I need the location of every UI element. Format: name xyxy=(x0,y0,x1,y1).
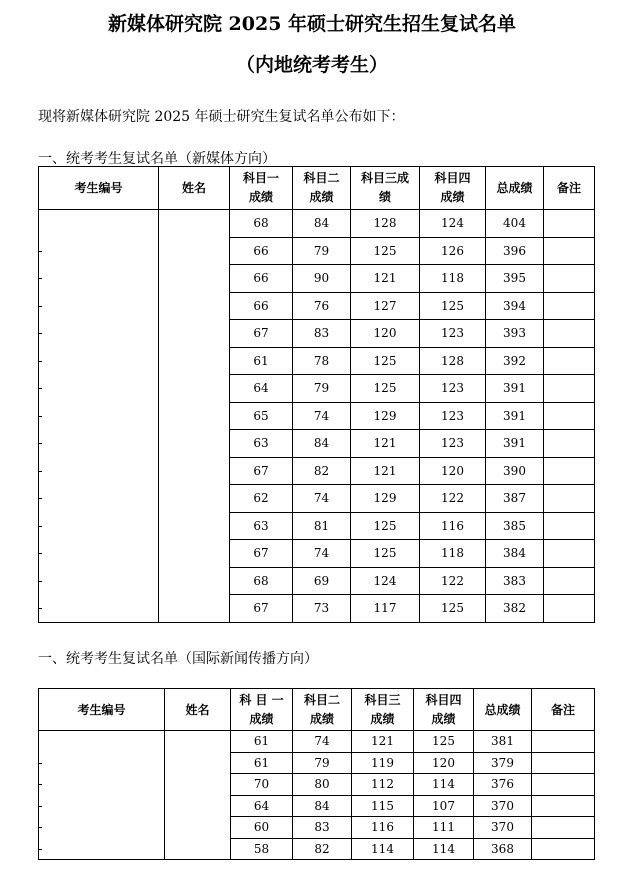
cell-s4: 107 xyxy=(414,795,474,817)
table-row xyxy=(39,210,595,238)
cell-s4: 123 xyxy=(420,320,486,348)
cell-s3: 119 xyxy=(352,752,414,774)
cell-id xyxy=(39,237,159,265)
cell-total: 370 xyxy=(474,795,532,817)
header-subject-3-line-2: 绩 xyxy=(378,190,391,204)
row-tick xyxy=(39,581,42,582)
cell-s4: 120 xyxy=(414,752,474,774)
cell-note xyxy=(532,795,595,817)
cell-s3: 125 xyxy=(351,540,420,568)
cell-id xyxy=(39,795,165,817)
cell-s4: 125 xyxy=(420,595,486,623)
table-row xyxy=(39,402,595,430)
cell-name xyxy=(165,817,231,839)
cell-total: 387 xyxy=(486,485,544,513)
cell-s1: 62 xyxy=(230,485,293,513)
cell-s3: 114 xyxy=(352,838,414,860)
cell-id xyxy=(39,567,159,595)
table-row xyxy=(39,237,595,265)
header-note: 备注 xyxy=(532,689,595,731)
table-row xyxy=(39,838,595,860)
header-subject-2-line-1: 科目二 xyxy=(303,171,340,185)
cell-note xyxy=(532,774,595,796)
cell-total: 391 xyxy=(486,402,544,430)
cell-s1: 65 xyxy=(230,402,293,430)
table-row xyxy=(39,320,595,348)
cell-id xyxy=(39,838,165,860)
cell-s4: 128 xyxy=(420,347,486,375)
header-subject-1-line-2: 成绩 xyxy=(249,711,274,726)
cell-id xyxy=(39,752,165,774)
header-subject-4-line-2: 成绩 xyxy=(440,190,465,204)
table-row xyxy=(39,595,595,623)
cell-s2: 84 xyxy=(293,795,352,817)
cell-note xyxy=(532,731,595,753)
header-subject-2 xyxy=(293,167,351,210)
cell-s2: 79 xyxy=(293,375,351,403)
cell-s3: 121 xyxy=(351,265,420,293)
row-tick xyxy=(39,388,42,389)
cell-name xyxy=(159,457,230,485)
cell-total: 404 xyxy=(486,210,544,238)
row-tick xyxy=(39,806,42,807)
cell-name xyxy=(159,512,230,540)
table-row xyxy=(39,567,595,595)
cell-s2: 76 xyxy=(293,292,351,320)
cell-s1: 68 xyxy=(230,567,293,595)
cell-s2: 84 xyxy=(293,430,351,458)
table-row xyxy=(39,430,595,458)
header-name: 姓名 xyxy=(165,689,231,731)
cell-total: 376 xyxy=(474,774,532,796)
cell-s4: 114 xyxy=(414,838,474,860)
cell-note xyxy=(544,292,595,320)
table-row xyxy=(39,752,595,774)
cell-name xyxy=(159,567,230,595)
cell-s3: 121 xyxy=(352,731,414,753)
header-subject-1-line-1: 科目一 xyxy=(242,171,279,185)
cell-s4: 116 xyxy=(420,512,486,540)
header-subject-3 xyxy=(351,167,420,210)
cell-name xyxy=(165,838,231,860)
cell-s1: 63 xyxy=(230,512,293,540)
row-tick xyxy=(39,306,42,307)
header-subject-4 xyxy=(414,689,474,731)
cell-note xyxy=(544,512,595,540)
cell-name xyxy=(159,375,230,403)
cell-note xyxy=(544,540,595,568)
cell-s3: 116 xyxy=(352,817,414,839)
row-tick xyxy=(39,333,42,334)
cell-name xyxy=(165,774,231,796)
cell-s2: 82 xyxy=(293,838,352,860)
row-tick xyxy=(39,526,42,527)
cell-name xyxy=(159,595,230,623)
cell-id xyxy=(39,540,159,568)
cell-name xyxy=(165,752,231,774)
cell-note xyxy=(544,430,595,458)
cell-note xyxy=(544,485,595,513)
cell-s2: 74 xyxy=(293,540,351,568)
cell-note xyxy=(544,210,595,238)
cell-name xyxy=(165,731,231,753)
row-tick xyxy=(39,784,42,785)
cell-s1: 64 xyxy=(230,375,293,403)
cell-name xyxy=(159,402,230,430)
cell-s4: 123 xyxy=(420,375,486,403)
table-row xyxy=(39,774,595,796)
cell-s1: 67 xyxy=(230,595,293,623)
table-row xyxy=(39,817,595,839)
cell-s1: 58 xyxy=(231,838,293,860)
cell-note xyxy=(544,265,595,293)
cell-id xyxy=(39,457,159,485)
header-total: 总成绩 xyxy=(474,689,532,731)
cell-s2: 81 xyxy=(293,512,351,540)
cell-id xyxy=(39,292,159,320)
cell-s4: 126 xyxy=(420,237,486,265)
cell-s1: 66 xyxy=(230,292,293,320)
header-id: 考生编号 xyxy=(39,689,165,731)
table-row xyxy=(39,347,595,375)
header-subject-3-line-1: 科目三 xyxy=(364,692,401,707)
cell-s2: 82 xyxy=(293,457,351,485)
cell-s3: 120 xyxy=(351,320,420,348)
cell-s1: 66 xyxy=(230,237,293,265)
cell-s1: 61 xyxy=(231,731,293,753)
table-row xyxy=(39,265,595,293)
cell-s3: 124 xyxy=(351,567,420,595)
cell-s3: 117 xyxy=(351,595,420,623)
cell-name xyxy=(159,540,230,568)
cell-s4: 123 xyxy=(420,402,486,430)
cell-s4: 120 xyxy=(420,457,486,485)
cell-id xyxy=(39,375,159,403)
header-note: 备注 xyxy=(544,167,595,210)
cell-name xyxy=(165,795,231,817)
cell-id xyxy=(39,485,159,513)
cell-s1: 66 xyxy=(230,265,293,293)
table-row xyxy=(39,512,595,540)
cell-total: 395 xyxy=(486,265,544,293)
cell-total: 384 xyxy=(486,540,544,568)
header-subject-3-line-1: 科目三成 xyxy=(360,171,409,185)
header-subject-4-line-2: 成绩 xyxy=(431,711,456,726)
cell-s1: 67 xyxy=(230,540,293,568)
header-subject-1-line-2: 成绩 xyxy=(248,190,273,204)
cell-s3: 127 xyxy=(351,292,420,320)
cell-name xyxy=(159,237,230,265)
cell-s3: 129 xyxy=(351,402,420,430)
cell-total: 392 xyxy=(486,347,544,375)
cell-s3: 125 xyxy=(351,375,420,403)
cell-id xyxy=(39,402,159,430)
cell-s1: 64 xyxy=(231,795,293,817)
cell-total: 390 xyxy=(486,457,544,485)
cell-s3: 112 xyxy=(352,774,414,796)
row-tick xyxy=(39,763,42,764)
row-tick xyxy=(39,471,42,472)
table-body-international xyxy=(39,731,595,860)
page-title: 新媒体研究院 2025 年硕士研究生招生复试名单 xyxy=(107,13,517,35)
row-tick xyxy=(39,361,42,362)
table-row xyxy=(39,292,595,320)
row-tick xyxy=(39,416,42,417)
cell-s2: 73 xyxy=(293,595,351,623)
cell-s1: 63 xyxy=(230,430,293,458)
cell-s3: 121 xyxy=(351,457,420,485)
cell-s1: 61 xyxy=(231,752,293,774)
cell-s1: 67 xyxy=(230,457,293,485)
row-tick xyxy=(39,827,42,828)
cell-note xyxy=(544,567,595,595)
header-subject-4-line-1: 科目四 xyxy=(434,171,471,185)
cell-s4: 122 xyxy=(420,485,486,513)
header-subject-2 xyxy=(293,689,352,731)
row-tick xyxy=(39,553,42,554)
cell-s3: 125 xyxy=(351,512,420,540)
cell-s3: 128 xyxy=(351,210,420,238)
cell-s4: 118 xyxy=(420,540,486,568)
cell-id xyxy=(39,512,159,540)
cell-s2: 84 xyxy=(293,210,351,238)
cell-note xyxy=(544,595,595,623)
page-subtitle: （内地统考考生） xyxy=(235,54,388,76)
cell-s4: 124 xyxy=(420,210,486,238)
cell-s1: 61 xyxy=(230,347,293,375)
table-row xyxy=(39,795,595,817)
cell-note xyxy=(544,402,595,430)
cell-total: 368 xyxy=(474,838,532,860)
header-subject-1-line-1: 科 目 一 xyxy=(239,692,284,707)
header-subject-3-line-2: 成绩 xyxy=(370,711,395,726)
section-heading-new-media: 一、统考考生复试名单（新媒体方向） xyxy=(38,151,276,167)
cell-s4: 118 xyxy=(420,265,486,293)
header-subject-4-line-1: 科目四 xyxy=(425,692,462,707)
table-body-new-media xyxy=(39,210,595,623)
cell-s2: 74 xyxy=(293,485,351,513)
cell-s3: 125 xyxy=(351,237,420,265)
header-subject-1 xyxy=(231,689,293,731)
cell-note xyxy=(544,347,595,375)
row-tick xyxy=(39,443,42,444)
cell-s2: 83 xyxy=(293,320,351,348)
row-tick xyxy=(39,608,42,609)
cell-total: 383 xyxy=(486,567,544,595)
cell-name xyxy=(159,347,230,375)
cell-total: 396 xyxy=(486,237,544,265)
header-id: 考生编号 xyxy=(39,167,159,210)
table-header-row xyxy=(39,167,595,210)
cell-total: 393 xyxy=(486,320,544,348)
cell-note xyxy=(532,752,595,774)
row-tick xyxy=(39,251,42,252)
cell-s2: 78 xyxy=(293,347,351,375)
cell-s2: 83 xyxy=(293,817,352,839)
cell-note xyxy=(544,237,595,265)
cell-id xyxy=(39,430,159,458)
cell-s1: 60 xyxy=(231,817,293,839)
cell-s2: 79 xyxy=(293,237,351,265)
cell-id xyxy=(39,817,165,839)
cell-s2: 80 xyxy=(293,774,352,796)
table-header-row xyxy=(39,689,595,731)
header-subject-2-line-2: 成绩 xyxy=(309,190,334,204)
cell-s4: 125 xyxy=(420,292,486,320)
header-subject-1 xyxy=(230,167,293,210)
cell-s1: 68 xyxy=(230,210,293,238)
cell-s4: 125 xyxy=(414,731,474,753)
cell-s4: 114 xyxy=(414,774,474,796)
header-subject-2-line-1: 科目二 xyxy=(303,692,340,707)
table-row xyxy=(39,375,595,403)
cell-note xyxy=(532,817,595,839)
cell-note xyxy=(544,375,595,403)
table-new-media xyxy=(38,166,595,623)
header-subject-4 xyxy=(420,167,486,210)
cell-id xyxy=(39,731,165,753)
cell-s1: 67 xyxy=(230,320,293,348)
table-row xyxy=(39,731,595,753)
table-row xyxy=(39,540,595,568)
cell-name xyxy=(159,320,230,348)
cell-note xyxy=(544,457,595,485)
cell-note xyxy=(532,838,595,860)
cell-s1: 70 xyxy=(231,774,293,796)
row-tick xyxy=(39,278,42,279)
cell-s4: 111 xyxy=(414,817,474,839)
header-name: 姓名 xyxy=(159,167,230,210)
header-total: 总成绩 xyxy=(486,167,544,210)
table-row xyxy=(39,457,595,485)
cell-name xyxy=(159,292,230,320)
cell-total: 391 xyxy=(486,430,544,458)
cell-total: 370 xyxy=(474,817,532,839)
header-subject-2-line-2: 成绩 xyxy=(309,711,334,726)
row-tick xyxy=(39,849,42,850)
cell-id xyxy=(39,774,165,796)
cell-total: 391 xyxy=(486,375,544,403)
cell-note xyxy=(544,320,595,348)
cell-s3: 129 xyxy=(351,485,420,513)
cell-id xyxy=(39,347,159,375)
row-tick xyxy=(39,498,42,499)
cell-name xyxy=(159,265,230,293)
cell-s2: 74 xyxy=(293,402,351,430)
cell-s2: 79 xyxy=(293,752,352,774)
cell-id xyxy=(39,595,159,623)
cell-total: 381 xyxy=(474,731,532,753)
table-row xyxy=(39,485,595,513)
cell-name xyxy=(159,430,230,458)
cell-s3: 125 xyxy=(351,347,420,375)
cell-name xyxy=(159,210,230,238)
intro-text: 现将新媒体研究院 2025 年硕士研究生复试名单公布如下： xyxy=(38,109,405,125)
cell-id xyxy=(39,320,159,348)
cell-s2: 69 xyxy=(293,567,351,595)
cell-s2: 90 xyxy=(293,265,351,293)
cell-total: 382 xyxy=(486,595,544,623)
cell-id xyxy=(39,265,159,293)
table-international xyxy=(38,688,595,860)
cell-s4: 122 xyxy=(420,567,486,595)
header-subject-3 xyxy=(352,689,414,731)
cell-s3: 115 xyxy=(352,795,414,817)
cell-total: 394 xyxy=(486,292,544,320)
section-heading-international: 一、统考考生复试名单（国际新闻传播方向） xyxy=(38,651,318,667)
cell-name xyxy=(159,485,230,513)
cell-id xyxy=(39,210,159,238)
cell-total: 379 xyxy=(474,752,532,774)
cell-s3: 121 xyxy=(351,430,420,458)
cell-s2: 74 xyxy=(293,731,352,753)
cell-s4: 123 xyxy=(420,430,486,458)
cell-total: 385 xyxy=(486,512,544,540)
